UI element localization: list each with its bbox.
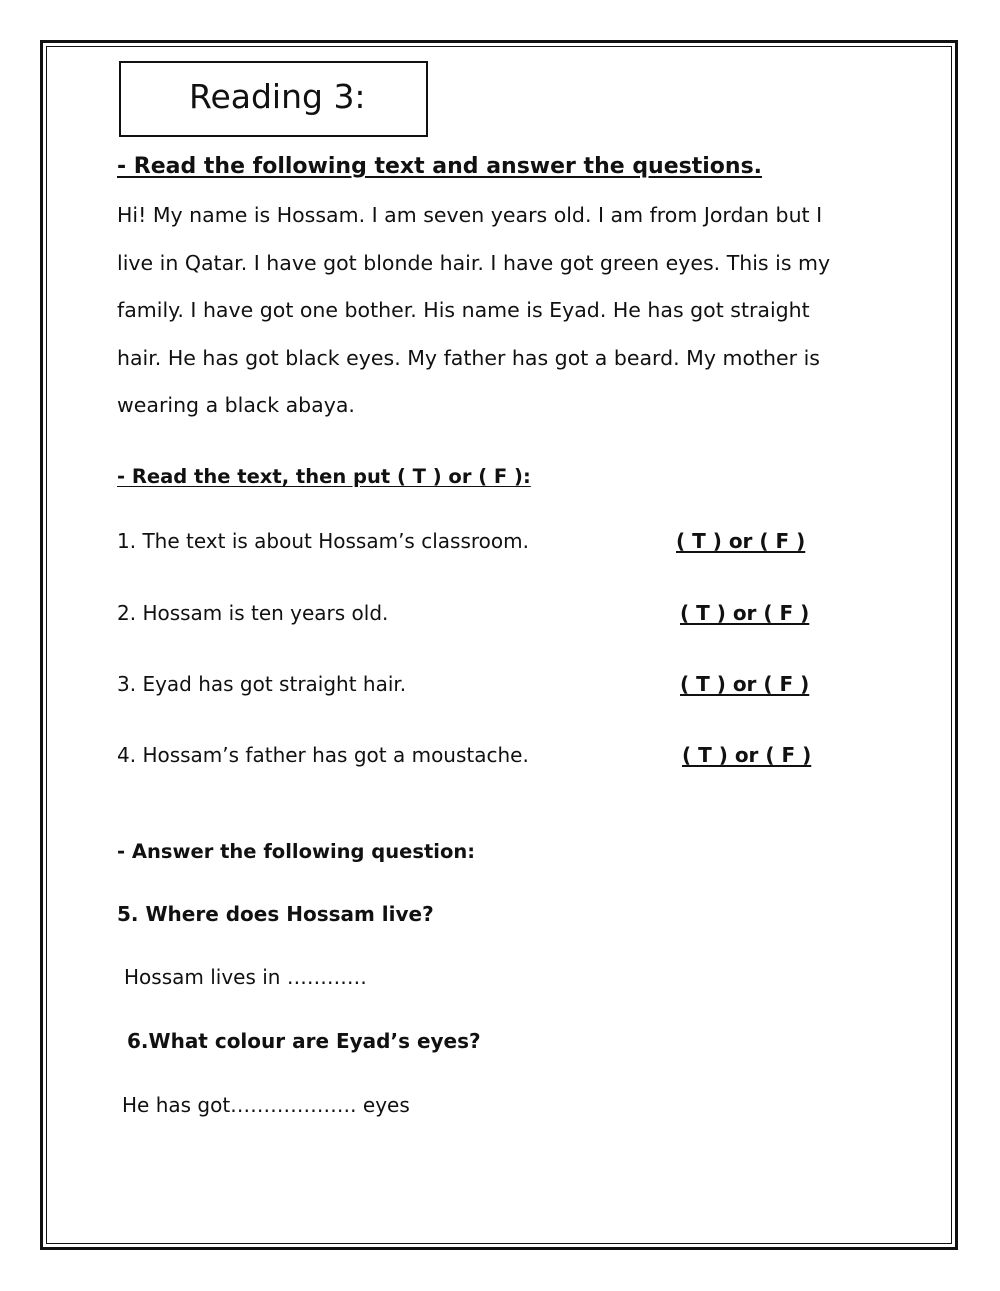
page-title: Reading 3: xyxy=(189,77,366,116)
tf-item-4 xyxy=(117,743,837,773)
title-box xyxy=(119,61,428,137)
passage-line: family. I have got one bother. His name is Eyad. He has got straight xyxy=(117,298,810,322)
answer-6[interactable]: He has got………………. eyes xyxy=(122,1093,410,1117)
tf-item-3 xyxy=(117,672,837,702)
tf-statement: 4. Hossam’s father has got a moustache. xyxy=(117,743,529,767)
tf-choice[interactable]: ( T ) or ( F ) xyxy=(682,743,812,767)
answer-instruction: - Answer the following question: xyxy=(117,840,476,863)
tf-item-1 xyxy=(117,529,837,559)
tf-statement: 1. The text is about Hossam’s classroom. xyxy=(117,529,529,553)
true-false-instruction: - Read the text, then put ( T ) or ( F ): xyxy=(117,465,531,488)
tf-statement: 3. Eyad has got straight hair. xyxy=(117,672,407,696)
tf-item-2 xyxy=(117,601,837,631)
passage-line: wearing a black abaya. xyxy=(117,393,355,417)
tf-choice[interactable]: ( T ) or ( F ) xyxy=(680,601,810,625)
tf-choice[interactable]: ( T ) or ( F ) xyxy=(680,672,810,696)
main-instruction: - Read the following text and answer the questions. xyxy=(117,154,763,179)
answer-5[interactable]: Hossam lives in ………… xyxy=(124,965,367,989)
passage-line: Hi! My name is Hossam. I am seven years old. I am from Jordan but I xyxy=(117,203,823,227)
passage-line: live in Qatar. I have got blonde hair. I have got green eyes. This is my xyxy=(117,250,831,275)
passage-line: hair. He has got black eyes. My father has got a beard. My mother is xyxy=(117,345,820,370)
reading-passage xyxy=(117,192,877,430)
tf-statement: 2. Hossam is ten years old. xyxy=(117,601,389,625)
question-5: 5. Where does Hossam live? xyxy=(117,902,434,926)
tf-choice[interactable]: ( T ) or ( F ) xyxy=(676,529,806,553)
question-6: 6.What colour are Eyad’s eyes? xyxy=(127,1029,481,1053)
